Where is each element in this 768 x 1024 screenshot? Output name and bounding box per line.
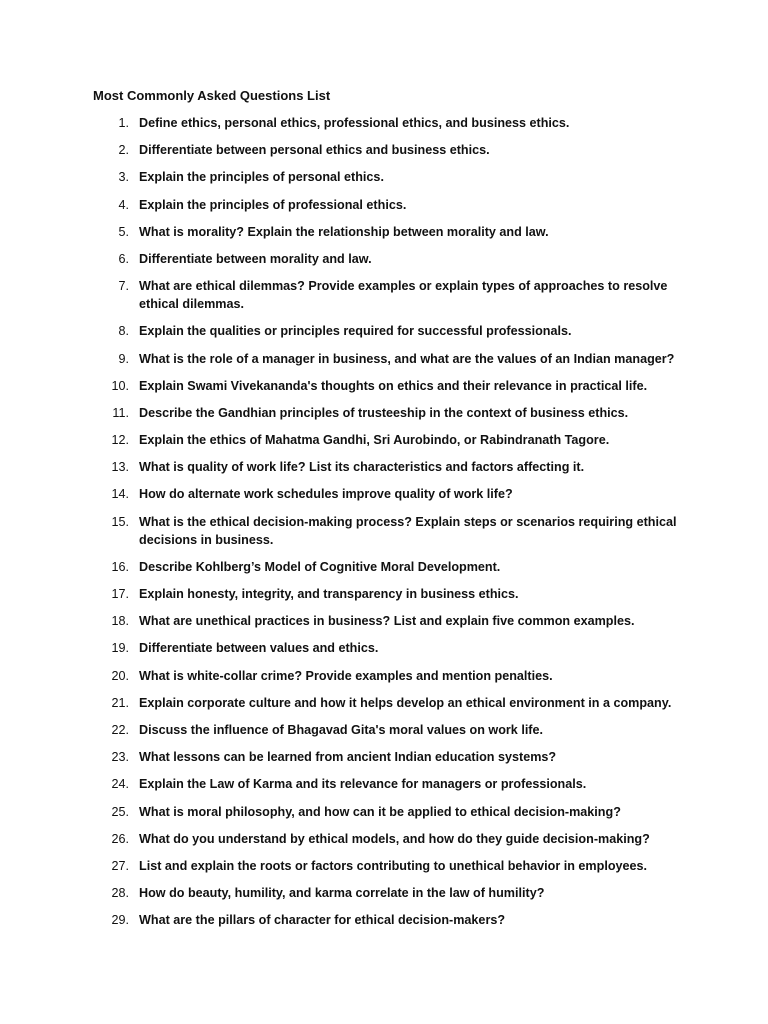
question-list [0,114,768,938]
question-text: Explain the principles of personal ethics. [139,170,384,185]
question-text: What are the pillars of character for ethical decision-makers? [139,913,506,928]
list-item [0,775,768,793]
question-number: 17. [111,587,129,601]
list-item [0,513,768,549]
list-item [0,694,768,712]
question-text: What is the ethical decision-making process? Explain steps or scenarios requiring ethical decisions in business. [139,514,677,547]
question-text: How do beauty, humility, and karma correlate in the law of humility? [139,886,545,901]
question-text: Explain corporate culture and how it helps develop an ethical environment in a company. [139,695,672,710]
question-text: What is the role of a manager in business, and what are the values of an Indian manager? [139,351,675,366]
question-number: 18. [111,614,129,629]
list-item [0,277,768,313]
list-item [0,485,768,503]
question-text: Describe the Gandhian principles of trusteeship in the context of business ethics. [139,405,629,420]
question-number: 6. [118,251,129,266]
list-item [0,857,768,875]
question-text: Differentiate between values and ethics. [139,641,379,656]
list-item [0,667,768,685]
question-number: 12. [111,433,129,448]
question-text: Explain the ethics of Mahatma Gandhi, Sri Aurobindo, or Rabindranath Tagore. [139,433,610,448]
question-text: Explain honesty, integrity, and transparency in business ethics. [139,587,519,601]
list-item [0,458,768,476]
question-text: Differentiate between morality and law. [139,251,372,266]
question-text: What is moral philosophy, and how can it be applied to ethical decision-making? [139,804,621,819]
list-item [0,114,768,132]
question-number: 16. [111,559,129,574]
question-text: Define ethics, personal ethics, professional ethics, and business ethics. [139,116,570,130]
question-number: 14. [111,487,129,502]
question-number: 26. [111,831,129,846]
list-item [0,748,768,766]
list-item [0,803,768,821]
question-text: What are ethical dilemmas? Provide examples or explain types of approaches to resolve ethical dilemmas. [139,279,668,312]
question-number: 3. [118,170,129,185]
list-item [0,431,768,449]
question-number: 15. [111,514,129,529]
question-number: 21. [111,695,129,710]
question-text: Explain Swami Vivekananda's thoughts on ethics and their relevance in practical life. [139,378,648,393]
list-item [0,350,768,368]
list-item [0,830,768,848]
list-item [0,196,768,214]
list-item [0,585,768,603]
question-number: 5. [118,224,129,239]
question-number: 2. [118,143,129,158]
question-number: 9. [118,351,129,366]
list-item [0,250,768,268]
question-text: Differentiate between personal ethics and business ethics. [139,143,490,158]
question-text: Explain the qualities or principles required for successful professionals. [139,324,572,339]
question-number: 8. [118,324,129,339]
list-item [0,639,768,657]
list-item [0,404,768,422]
question-text: What is morality? Explain the relationship between morality and law. [139,224,549,239]
list-item [0,884,768,902]
question-text: What are unethical practices in business? List and explain five common examples. [139,614,635,629]
question-number: 28. [111,886,129,901]
page-title: Most Commonly Asked Questions List [93,88,331,103]
question-text: Explain the Law of Karma and its relevance for managers or professionals. [139,777,587,792]
question-text: List and explain the roots or factors contributing to unethical behavior in employees. [139,858,648,873]
question-number: 22. [111,722,129,737]
question-number: 13. [111,460,129,475]
question-number: 1. [118,116,129,130]
question-text: What is quality of work life? List its characteristics and factors affecting it. [139,460,585,475]
question-number: 7. [118,279,129,294]
question-number: 25. [111,804,129,819]
question-number: 19. [111,641,129,656]
question-text: What do you understand by ethical models, and how do they guide decision-making? [139,831,650,846]
list-item [0,612,768,630]
question-number: 29. [111,913,129,928]
question-number: 10. [111,378,129,393]
question-number: 4. [118,197,129,212]
list-item [0,721,768,739]
question-number: 27. [111,858,129,873]
question-text: Explain the principles of professional ethics. [139,197,407,212]
list-item [0,223,768,241]
question-number: 24. [111,777,129,792]
list-item [0,168,768,186]
list-item [0,141,768,159]
list-item [0,377,768,395]
question-number: 23. [111,750,129,765]
question-text: What is white-collar crime? Provide examples and mention penalties. [139,668,553,683]
question-number: 20. [111,668,129,683]
question-text: Discuss the influence of Bhagavad Gita's moral values on work life. [139,722,544,737]
list-item [0,911,768,929]
list-item [0,558,768,576]
question-text: What lessons can be learned from ancient Indian education systems? [139,750,557,765]
question-number: 11. [112,405,129,420]
list-item [0,322,768,340]
question-text: Describe Kohlberg’s Model of Cognitive Moral Development. [139,559,501,574]
question-text: How do alternate work schedules improve quality of work life? [139,487,513,502]
